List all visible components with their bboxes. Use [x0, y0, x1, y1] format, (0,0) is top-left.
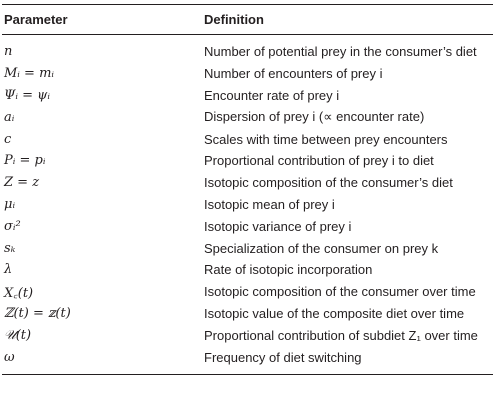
table-row [2, 215, 493, 237]
parameter-cell: σᵢ² [4, 218, 21, 234]
table-row [2, 85, 493, 107]
parameter-cell: X꜀(t) [4, 285, 34, 301]
definition-cell: Isotopic value of the composite diet over time [204, 305, 465, 321]
parameter-cell: Pᵢ = pᵢ [4, 153, 46, 169]
header-row [2, 5, 493, 35]
table-row [2, 172, 493, 194]
table-row [2, 281, 493, 303]
definition-cell: Frequency of diet switching [202, 346, 493, 374]
definition-cell: Rate of isotopic incorporation [204, 262, 373, 278]
table-row [2, 63, 493, 85]
table-row [2, 259, 493, 281]
parameter-cell: sₖ [4, 240, 16, 256]
table-row [2, 106, 493, 128]
table-row [2, 150, 493, 172]
table-row [2, 194, 493, 216]
definition-cell: Proportional contribution of subdiet Z₁ over time [204, 327, 478, 343]
parameter-cell: aᵢ [4, 109, 15, 125]
parameter-cell: Z = z [4, 175, 40, 191]
table-row [2, 35, 493, 63]
definition-cell: Proportional contribution of prey i to diet [204, 153, 434, 169]
parameter-table [2, 4, 493, 375]
parameter-cell: λ [4, 262, 13, 278]
definition-cell: Encounter rate of prey i [204, 87, 340, 103]
table-header [2, 5, 493, 35]
definition-cell: Number of encounters of prey i [204, 66, 383, 82]
parameter-cell: c [4, 131, 12, 147]
table-row [2, 324, 493, 346]
table-row [2, 128, 493, 150]
definition-cell: Isotopic composition of the consumer over time [204, 284, 476, 300]
parameter-cell: ℤ(t) = 𝕫(t) [4, 305, 71, 321]
parameter-cell: Ψᵢ = ψᵢ [4, 87, 50, 103]
table-body [2, 35, 493, 375]
definition-cell: Isotopic variance of prey i [204, 218, 352, 234]
definition-cell: Dispersion of prey i (∝ encounter rate) [204, 109, 425, 125]
parameter-cell: μᵢ [4, 196, 16, 212]
definition-column-header: Definition [202, 5, 493, 35]
parameter-cell: ω [2, 346, 202, 374]
definition-cell: Isotopic composition of the consumer’s diet [204, 175, 453, 191]
definition-cell: Scales with time between prey encounters [204, 131, 448, 147]
table-row [2, 237, 493, 259]
definition-cell: Isotopic mean of prey i [204, 196, 335, 212]
definition-cell: Specialization of the consumer on prey k [204, 240, 439, 256]
parameter-cell: n [4, 44, 13, 60]
parameter-cell: 𝒰(t) [4, 327, 32, 343]
table-row [2, 346, 493, 374]
parameter-column-header: Parameter [2, 5, 202, 35]
table-row [2, 303, 493, 325]
definition-cell: Number of potential prey in the consumer’s diet [204, 44, 477, 60]
parameter-cell: Mᵢ = mᵢ [4, 66, 55, 82]
